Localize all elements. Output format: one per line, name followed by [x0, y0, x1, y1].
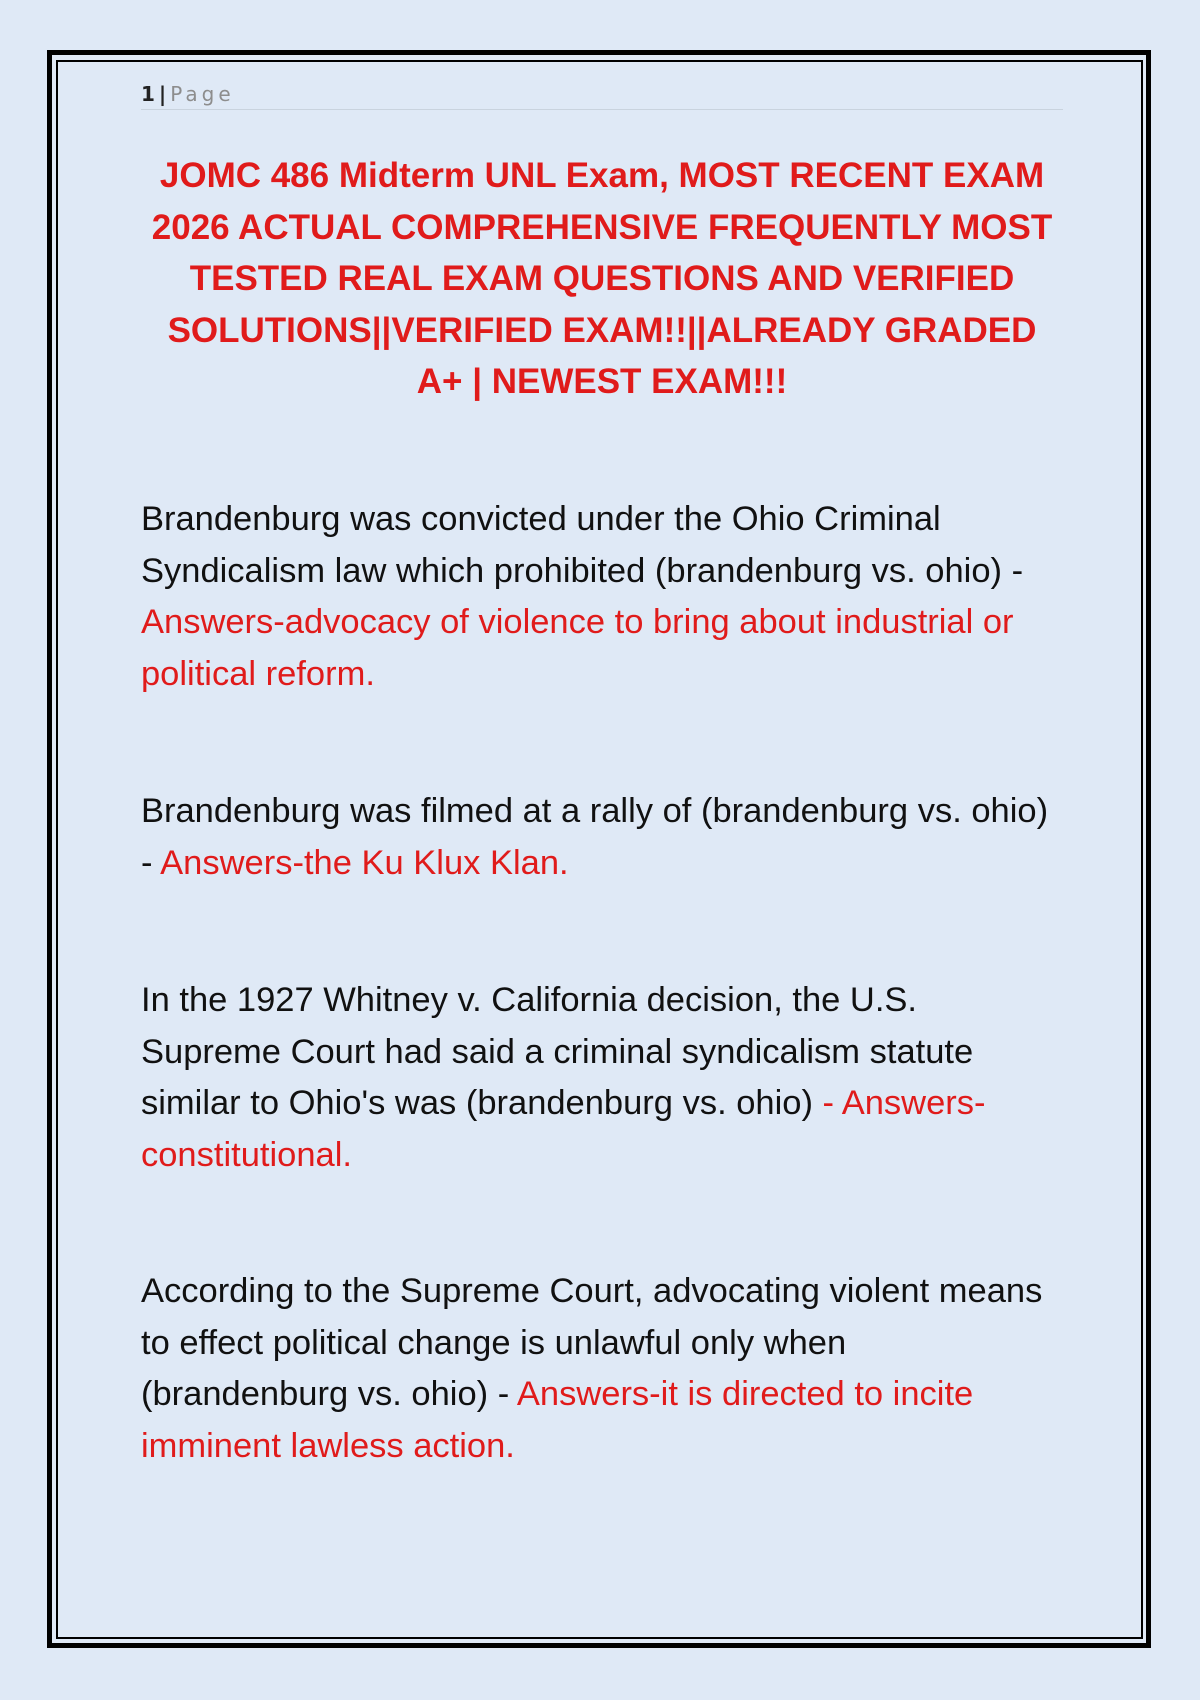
- page-header: [141, 80, 1063, 110]
- question-text: Brandenburg was convicted under the Ohio Criminal Syndicalism law which prohibited (brandenburg vs. ohio) -: [141, 500, 1024, 590]
- document-title: JOMC 486 Midterm UNL Exam, MOST RECENT EXAM 2026 ACTUAL COMPREHENSIVE FREQUENTLY MOST TESTED REAL EXAM QUESTIONS AND VERIFIED SOLUTIONS||VERIFIED EXAM!!||ALREADY GRADED A+ | NEWEST EXAM!!!: [151, 156, 1053, 401]
- question-text: In the 1927 Whitney v. California decision, the U.S. Supreme Court had said a criminal syndicalism statute similar to Ohio's was (brandenburg vs. ohio): [141, 981, 974, 1122]
- question-text: According to the Supreme Court, advocating violent means to effect political change is unlawful only when (brandenburg vs. ohio) -: [141, 1272, 1043, 1413]
- qa-item: [141, 786, 1061, 889]
- answer-text: Answers-advocacy of violence to bring about industrial or political reform.: [141, 603, 1014, 693]
- question-text: Brandenburg was filmed at a rally of (brandenburg vs. ohio) -: [141, 792, 1049, 882]
- page-separator: |: [158, 82, 167, 106]
- qa-item: [141, 975, 1061, 1181]
- answer-text: Answers-it is directed to incite imminent lawless action.: [141, 1375, 974, 1465]
- answer-text: - Answers-constitutional.: [141, 1084, 986, 1174]
- qa-item: [141, 1266, 1061, 1472]
- answer-text: Answers-the Ku Klux Klan.: [160, 843, 569, 882]
- page-label: Page: [170, 82, 235, 106]
- page-number: 1: [141, 82, 155, 106]
- qa-item: [141, 494, 1061, 700]
